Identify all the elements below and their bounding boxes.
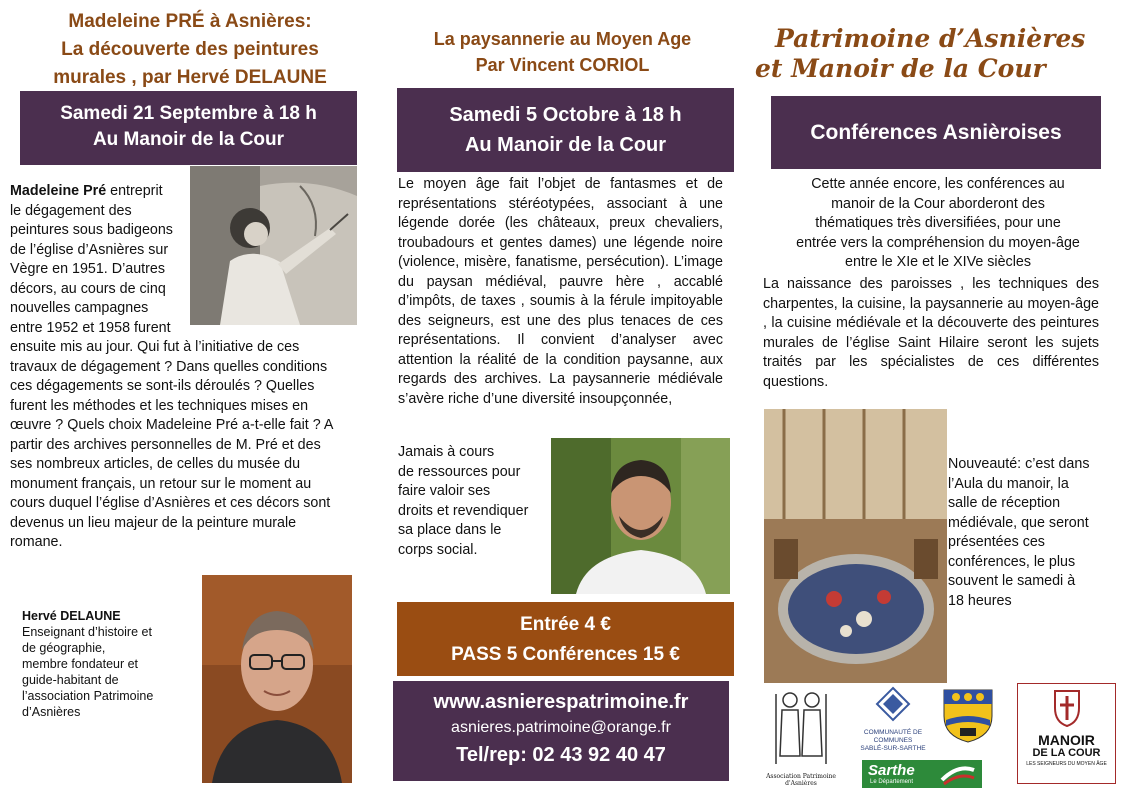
speaker-line: Enseignant d’histoire et (22, 625, 152, 639)
col1-wrap-line: Vègre en 1951. D’autres (10, 261, 165, 277)
vincent-coriol-photo (551, 438, 730, 594)
col1-date-box (20, 91, 357, 165)
portrait-illustration (551, 438, 730, 594)
cc-sable-logo (848, 686, 938, 752)
novelty-line: 18 heures (948, 592, 1012, 609)
conferences-box (771, 96, 1101, 169)
speaker-line: d’Asnières (22, 705, 81, 719)
sarthe-swirl-icon (938, 762, 978, 786)
speaker-name: Hervé DELAUNE (22, 609, 121, 623)
intro-line: manoir de la Cour aborderont des (831, 195, 1045, 212)
script-title-line: et Manoir de la Cour (755, 54, 1046, 83)
col1-wrap-line: entreprit (110, 183, 163, 199)
speaker-caption (22, 608, 192, 720)
novelty-line: présentées ces (948, 534, 1045, 550)
novelty-line: médiévale, que seront (948, 514, 1089, 531)
col1-title-line: murales , par Hervé DELAUNE (53, 67, 327, 88)
novelty-line: l’Aula du manoir, la (948, 475, 1069, 492)
col1-wrap-line: décors, au cours de cinq (10, 280, 166, 297)
entry-price: Entrée 4 € (520, 614, 611, 635)
cc-line1: COMMUNAUTÉ DE COMMUNES (863, 729, 923, 744)
association-logo (766, 686, 836, 786)
col1-wrap-line: le dégagement des (10, 202, 132, 219)
coat-of-arms-icon (938, 686, 998, 744)
col2-date-box (397, 88, 734, 172)
col1-date: Samedi 21 Septembre à 18 h (60, 103, 317, 124)
col2-wrap-line: Jamais à cours (398, 444, 495, 460)
speaker-line: membre fondateur et (22, 657, 139, 671)
website-link[interactable]: www.asnierespatrimoine.fr (433, 691, 689, 713)
intro-line: Cette année encore, les conférences au (811, 176, 1065, 192)
col1-wrap-line: nouvelles campagnes (10, 300, 149, 316)
madeleine-pre-photo (190, 166, 357, 325)
col1-wrap-line: peintures sous badigeons (10, 222, 173, 238)
phone-number: Tel/rep: 02 43 92 40 47 (456, 744, 666, 766)
script-title (755, 24, 1115, 84)
col2-wrap-line: sa place dans le (398, 522, 502, 538)
col2-wrap-line: faire valoir ses (398, 483, 491, 499)
col2-wrap (398, 443, 548, 560)
col2-place: Au Manoir de la Cour (464, 134, 667, 156)
col2-wrap-line: droits et revendiquer (398, 502, 529, 519)
aula-photo (764, 409, 947, 683)
sarthe-sub: Le Département (870, 779, 914, 785)
manoir-logo (1017, 683, 1116, 784)
contact-box (393, 681, 729, 781)
col2-title-line: La paysannerie au Moyen Age (433, 29, 692, 49)
novelty-line: souvent le samedi à (948, 573, 1076, 589)
script-title-line: Patrimoine d’Asnières (775, 24, 1086, 53)
herve-delaune-photo (202, 575, 352, 783)
shield-cross-icon (1052, 688, 1082, 728)
portrait-illustration (202, 575, 352, 783)
novelty-line: conférences, le plus (948, 553, 1076, 570)
aula-illustration (764, 409, 947, 683)
madeleine-name: Madeleine Pré (10, 183, 107, 199)
col1-intro (10, 182, 190, 338)
manoir-line1: MANOIR (1038, 732, 1095, 748)
col2-title (385, 26, 740, 78)
col1-wrap-line: de l’église d’Asnières sur (10, 241, 169, 258)
photo-illustration (190, 166, 357, 325)
col3-topics: La naissance des paroisses , les techniques des charpentes, la cuisine, la paysannerie au moyen-âge , la cuisine médiévale et la découverte des peintures murales de l’église Saint Hilaire seront les sujets traités par les spécialistes de ces différentes questions. (763, 276, 1099, 390)
cc-emblem-icon (873, 686, 913, 724)
col2-title-line: Par Vincent CORIOL (475, 55, 650, 75)
speaker-line: l’association Patrimoine (22, 689, 154, 703)
novelty-line: salle de réception (948, 495, 1061, 511)
col3-novelty (948, 455, 1118, 611)
asnieres-coat-of-arms (938, 686, 998, 744)
pass-price: PASS 5 Conférences 15 € (451, 644, 680, 665)
conferences-title: Conférences Asnièroises (810, 121, 1062, 144)
novelty-line: Nouveauté: c’est dans (948, 456, 1090, 472)
col2-wrap-line: de ressources pour (398, 463, 521, 480)
col2-body: Le moyen âge fait l’objet de fantasmes et de représentations stéréotypées, associant à une légende dorée (les châteaux, preux chevaliers, troubadours et gentes dames) une légende noire (violence, misère, fanatisme, persécution). L’image du paysan médiéval, pauvre hère , accablé d’impôts, de taxes , soumis à la férule impitoyable des seigneurs, est une des plus tenaces de ces représentations. Il convient d’analyser avec attention la réalité de la condition paysanne, aux regards des archives. La paysannerie médiévale s’avère riche d’une diversité insoupçonnée, (398, 176, 723, 407)
manoir-line3: LES SEIGNEURS DU MOYEN ÂGE (1026, 761, 1107, 767)
speaker-line: de géographie, (22, 641, 106, 655)
knights-icon (766, 686, 836, 768)
intro-line: entrée vers la compréhension du moyen-âge (796, 234, 1080, 251)
col1-title-line: La découverte des peintures (61, 39, 319, 60)
sarthe-logo (862, 760, 982, 788)
manoir-line2: DE LA COUR (1032, 747, 1101, 759)
entry-box (397, 602, 734, 676)
col1-body: ensuite mis au jour. Qui fut à l’initiative de ces travaux de dégagement ? Dans quelles conditions ces dégagements se sont-ils déroulés ? Quelles furent les méthodes et les techniques mises en œuvre ? Quels choix Madeleine Pré a-t-elle fait ? A partir des archives personnelles de M. Pré et des ses nombreux articles, de celles du musée du monument français, un retour sur le moment au cours duquel l’église d’Asnières et ces décors sont devenus un lieu majeur de la peinture murale romane. (10, 339, 333, 550)
cc-line2: SABLÉ-SUR-SARTHE (860, 745, 926, 752)
speaker-line: guide-habitant de (22, 673, 119, 687)
col1-wrap-line: entre 1952 et 1958 furent (10, 319, 171, 336)
col2-wrap-line: corps social. (398, 541, 478, 558)
col3-intro (760, 175, 1116, 273)
sarthe-label: Sarthe (868, 762, 915, 779)
col1-title-line: Madeleine PRÉ à Asnières: (68, 11, 312, 32)
intro-line: entre le XIe et le XIVe siècles (845, 254, 1031, 270)
association-caption: Association Patrimoine d'Asnières (766, 773, 836, 787)
col1-place: Au Manoir de la Cour (92, 129, 285, 150)
col1-title (20, 8, 360, 92)
email-link[interactable]: asnieres.patrimoine@orange.fr (451, 719, 671, 736)
intro-line: thématiques très diversifiées, pour une (815, 215, 1061, 231)
col2-date: Samedi 5 Octobre à 18 h (449, 104, 682, 126)
